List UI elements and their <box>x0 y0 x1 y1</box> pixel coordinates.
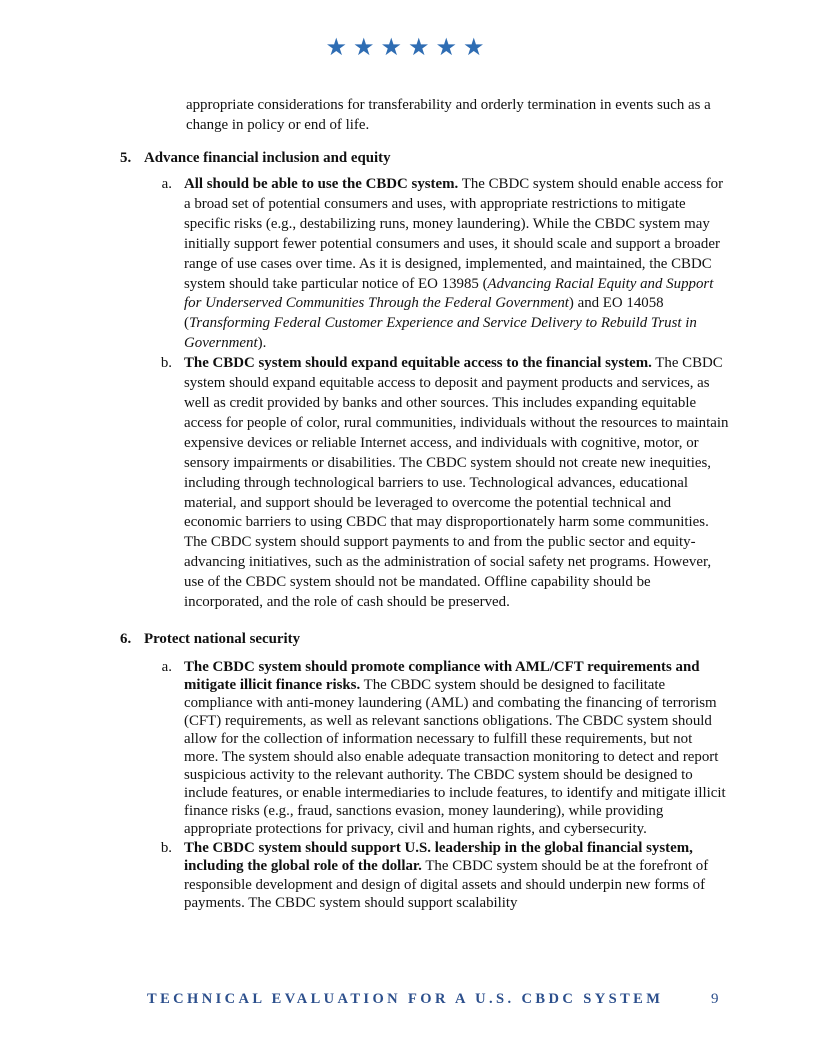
document-body <box>120 95 730 912</box>
item-text <box>184 175 730 354</box>
page-number: 9 <box>711 991 719 1007</box>
eo-title: Advancing Racial Equity and Support for Underserved Communities Through the Federal Government <box>184 275 714 312</box>
section-heading-6 <box>120 629 730 649</box>
item-label: b. <box>160 840 172 857</box>
item-body: The CBDC system should expand equitable access to deposit and payment products and services, as well as credit provided by banks and other sources. This includes expanding equitable access for people of color, rural communities, individuals without the resources to maintain expensive devices or reliable Internet access, and individuals with cognitive, motor, or sensory impairments or disabilities. The CBDC system should not create new inequities, including through technological barriers to use. Technological advances, educational material, and support should be leveraged to overcome the potential technical and economic barriers to using CBDC that may disproportionately harm some communities. The CBDC system should support payments to and from the public sector and equity-advancing initiatives, such as the administration of social safety net programs. However, use of the CBDC system should not be mandated. Offline capability should be incorporated, and the role of cash should be preserved. <box>184 355 729 611</box>
footer-title: TECHNICAL EVALUATION FOR A U.S. CBDC SYSTEM <box>147 991 664 1007</box>
item-body: ). <box>257 335 267 352</box>
eo-title: Transforming Federal Customer Experience and Service Delivery to Rebuild Trust in Government <box>184 315 697 352</box>
item-lead: The CBDC system should promote compliance with AML/CFT requirements and mitigate illicit finance risks. <box>184 658 700 693</box>
continuation-paragraph: appropriate considerations for transferability and orderly termination in events such as a change in policy or end of life. <box>186 97 711 133</box>
item-body: The CBDC system should enable access for a broad set of potential consumers and uses, with appropriate restrictions to mitigate specific risks (e.g., destabilizing runs, money laundering). While the CBDC system may initially support fewer potential consumers and uses, it should scale and support a broader range of use cases over time. As it is designed, implemented, and maintained, the CBDC system should take particular notice of EO 13985 ( <box>184 176 724 292</box>
section-title: Advance financial inclusion and equity <box>144 150 391 166</box>
item-body: The CBDC system should be designed to facilitate compliance with anti-money laundering (AML) and combating the financing of terrorism (CFT) requirements, as well as relevant sanctions obligations. The CBDC system should allow for the collection of information necessary to fulfill these requirements, but not more. The system should also enable adequate transaction monitoring to detect and report suspicious activity to the relevant authority. The CBDC system should be designed to include features, or enable intermediaries to include features, to identify and mitigate illicit finance risks (e.g., fraud, sanctions evasion, money laundering), while providing appropriate protections for privacy, civil and human rights, and cybersecurity. <box>184 676 726 838</box>
header-stars: ★★★★★★ <box>325 35 491 61</box>
item-text <box>184 354 730 613</box>
list-item-5b <box>120 354 730 613</box>
item-label: b. <box>160 355 172 372</box>
item-lead: The CBDC system should expand equitable access to the financial system. <box>184 355 652 372</box>
item-label: a. <box>161 658 172 675</box>
item-body: ) and EO 14058 ( <box>184 295 664 332</box>
list-item-6a <box>120 658 730 838</box>
section-title: Protect national security <box>144 630 301 647</box>
section-heading-5 <box>120 148 730 168</box>
item-label: a. <box>161 176 172 192</box>
item-lead: The CBDC system should support U.S. leadership in the global financial system, including the global role of the dollar. <box>184 840 693 875</box>
section-number: 5. <box>120 150 132 166</box>
item-text <box>184 839 730 911</box>
item-text <box>184 658 730 838</box>
list-item-6b <box>120 839 730 911</box>
list-item-5a <box>120 175 730 354</box>
item-body: The CBDC system should be at the forefront of responsible development and design of digital assets and should underpin new forms of payments. The CBDC system should support scalability <box>184 858 709 911</box>
section-number: 6. <box>120 630 132 647</box>
item-lead: All should be able to use the CBDC system. <box>184 176 459 192</box>
